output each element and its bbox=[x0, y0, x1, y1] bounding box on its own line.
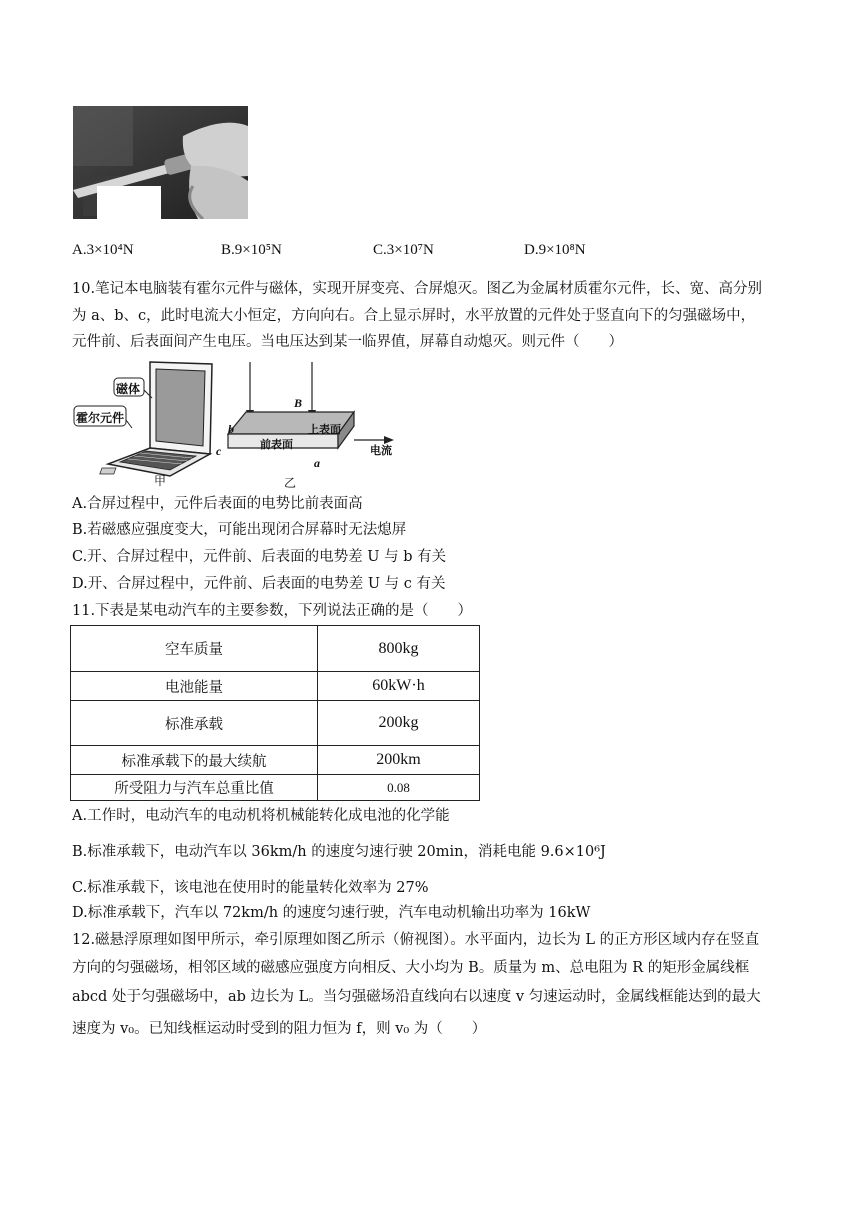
q10-option-a[interactable]: A.合屏过程中，元件后表面的电势比前表面高 bbox=[72, 496, 363, 512]
dim-a-label: a bbox=[314, 456, 320, 470]
q11-option-a[interactable]: A.工作时，电动汽车的电动机将机械能转化成电池的化学能 bbox=[72, 808, 450, 824]
q11-option-b[interactable]: B.标准承载下，电动汽车以 36km/h 的速度匀速行驶 20min，消耗电能 9.6×10⁶J bbox=[72, 844, 606, 860]
figure-jia-caption: 甲 bbox=[154, 474, 167, 488]
current-label: 电流 bbox=[370, 444, 392, 457]
dim-b-label: b bbox=[228, 422, 234, 436]
table-row bbox=[71, 672, 480, 701]
laptop-figure bbox=[72, 358, 222, 488]
car-spec-table bbox=[70, 625, 480, 801]
table-cell: 200kg bbox=[318, 701, 480, 746]
magnet-label: 磁体 bbox=[116, 382, 141, 396]
water-jet-photo bbox=[73, 106, 248, 219]
table-cell: 所受阻力与汽车总重比值 bbox=[71, 775, 318, 801]
hall-element-figure bbox=[216, 362, 412, 490]
q10-stem-line2: 为 a、b、c，此时电流大小恒定，方向向右。合上显示屏时，水平放置的元件处于竖直向下的匀强磁场中， bbox=[72, 308, 756, 324]
table-cell: 电池能量 bbox=[71, 672, 318, 701]
figure-yi-caption: 乙 bbox=[284, 476, 297, 490]
q12-stem-line3: abcd 处于匀强磁场中，ab 边长为 L。当匀强磁场沿直线向右以速度 v 匀速运动时，金属线框能达到的最大 bbox=[72, 989, 761, 1005]
hall-element-label: 霍尔元件 bbox=[76, 411, 125, 425]
top-surface-label: 上表面 bbox=[308, 423, 341, 436]
table-cell: 标准承载下的最大续航 bbox=[71, 746, 318, 775]
option-b[interactable]: B.9×10⁵N bbox=[221, 242, 282, 258]
table-row bbox=[71, 626, 480, 672]
q10-stem-line3: 元件前、后表面间产生电压。当电压达到某一临界值，屏幕自动熄灭。则元件（ ） bbox=[72, 334, 623, 350]
option-a[interactable]: A.3×10⁴N bbox=[72, 242, 134, 258]
table-row bbox=[71, 746, 480, 775]
q12-stem-line4: 速度为 v₀。已知线框运动时受到的阻力恒为 f，则 v₀ 为（ ） bbox=[72, 1021, 487, 1037]
table-cell: 200km bbox=[318, 746, 480, 775]
table-row bbox=[71, 775, 480, 801]
table-cell: 空车质量 bbox=[71, 626, 318, 672]
table-cell: 60kW·h bbox=[318, 672, 480, 701]
option-d[interactable]: D.9×10⁸N bbox=[524, 242, 586, 258]
q10-option-b[interactable]: B.若磁感应强度变大，可能出现闭合屏幕时无法熄屏 bbox=[72, 522, 407, 538]
table-cell: 0.08 bbox=[318, 775, 480, 801]
q11-stem: 11.下表是某电动汽车的主要参数，下列说法正确的是（ ） bbox=[72, 603, 473, 619]
q12-stem-line1: 12.磁悬浮原理如图甲所示，牵引原理如图乙所示（俯视图）。水平面内，边长为 L 的正方形区域内存在竖直 bbox=[72, 932, 760, 948]
q11-option-c[interactable]: C.标准承载下，该电池在使用时的能量转化效率为 27% bbox=[72, 880, 429, 896]
dim-c-label: c bbox=[216, 444, 222, 458]
field-b-label: B bbox=[294, 396, 303, 410]
table-row bbox=[71, 701, 480, 746]
table-cell: 800kg bbox=[318, 626, 480, 672]
front-surface-label: 前表面 bbox=[260, 438, 293, 451]
table-cell: 标准承载 bbox=[71, 701, 318, 746]
q10-option-c[interactable]: C.开、合屏过程中，元件前、后表面的电势差 U 与 b 有关 bbox=[72, 549, 447, 565]
q12-stem-line2: 方向的匀强磁场，相邻区域的磁感应强度方向相反、大小均为 B。质量为 m、总电阻为 R 的矩形金属线框 bbox=[72, 960, 750, 976]
q10-stem-line1: 10.笔记本电脑装有霍尔元件与磁体，实现开屏变亮、合屏熄灭。图乙为金属材质霍尔元件，长、宽、高分别 bbox=[72, 281, 763, 297]
option-c[interactable]: C.3×10⁷N bbox=[373, 242, 434, 258]
q10-option-d[interactable]: D.开、合屏过程中，元件前、后表面的电势差 U 与 c 有关 bbox=[72, 576, 446, 592]
q11-option-d[interactable]: D.标准承载下，汽车以 72km/h 的速度匀速行驶，汽车电动机输出功率为 16kW bbox=[72, 905, 591, 921]
